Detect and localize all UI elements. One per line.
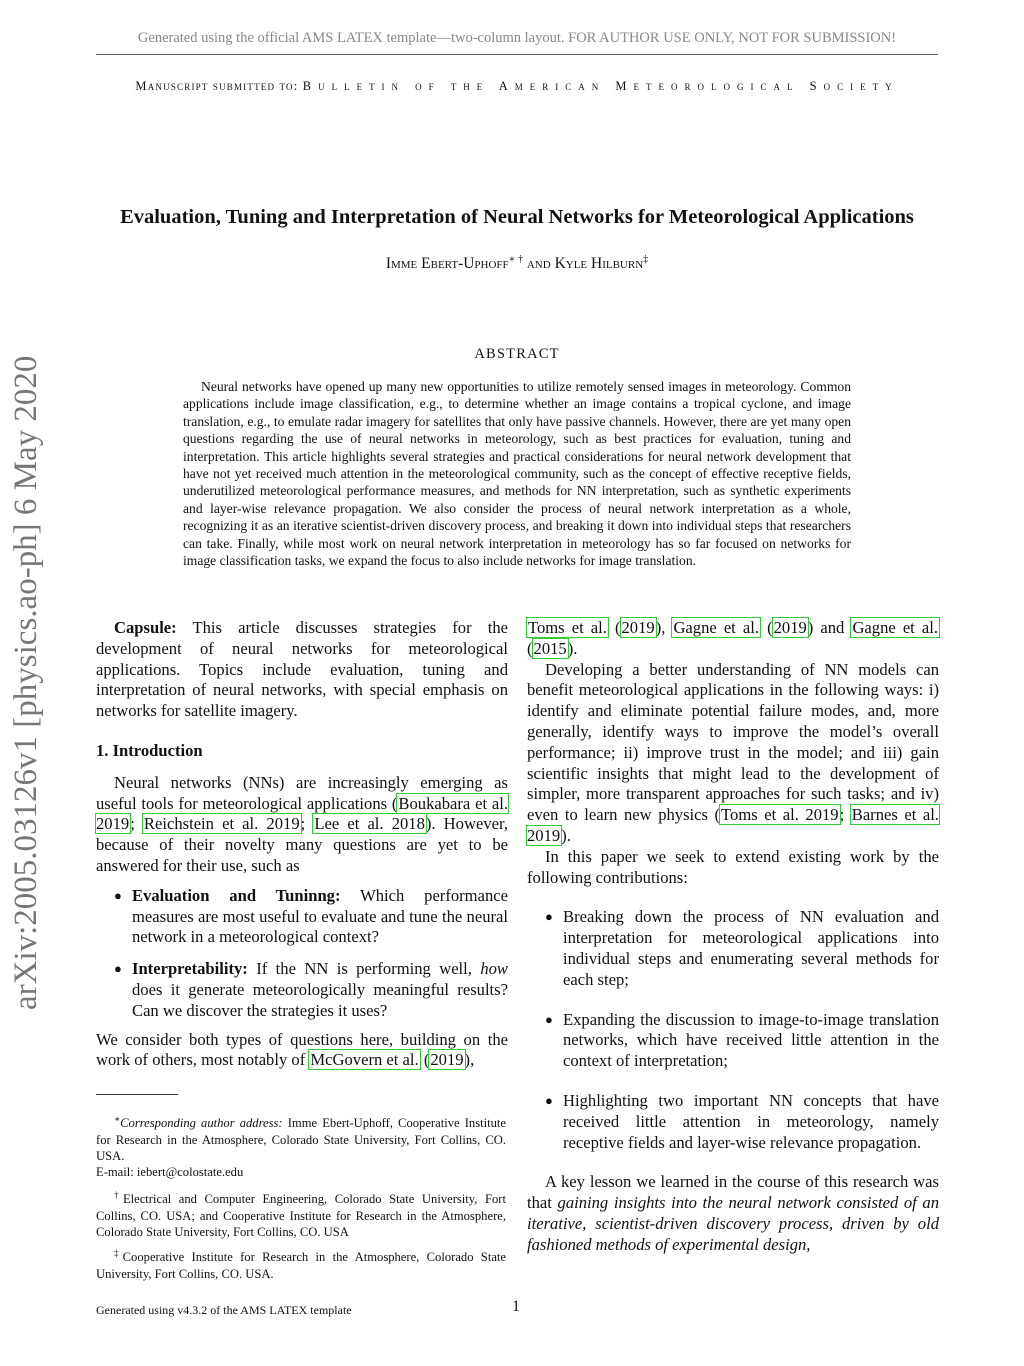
body-text: Developing a better understanding of NN models can benefit meteorological applications in the following ways: i) identify and eliminate potential failure modes, and, more generally, identify ways to improve the model’s overall performance; ii) improve trust in the model; and iii) gain scientific insights that might lead to the development of simpler, more transparent approaches for such tasks; and iv) even to learn new physics ( — [527, 659, 939, 825]
benefits-paragraph — [527, 660, 939, 847]
bullet-icon: ● — [545, 909, 553, 925]
contributions-intro: In this paper we seek to extend existing work by the following contributions: — [527, 846, 939, 887]
template-notice: Generated using the official AMS LATEX template—two-column layout. FOR AUTHOR USE ONLY, NOT FOR SUBMISSION! — [137, 30, 897, 46]
author-1-marks: ∗ † — [508, 254, 523, 265]
capsule-label: Capsule: — [114, 618, 177, 637]
bullet-item — [96, 959, 508, 1021]
footnote-rule — [96, 1094, 178, 1095]
continued-paragraph — [527, 618, 939, 660]
bullet-emphasis: how — [480, 959, 508, 979]
bullet-text: does it generate meteorologically meaningful results? Can we discover the strategies it uses? — [132, 979, 508, 1020]
abstract-heading: ABSTRACT — [474, 346, 560, 362]
author-2-marks: ‡ — [643, 254, 649, 265]
citation-separator: ; — [839, 805, 851, 825]
intro-text: Neural networks (NNs) are increasingly emerging as useful tools for meteorological applications ( — [96, 772, 508, 813]
footnote-text: Imme Ebert-Uphoff, Cooperative Institute for Research in the Atmosphere, Colorado State University, Fort Collins, CO. USA. — [96, 1116, 506, 1164]
footnote-label: Corresponding author address: — [120, 1116, 283, 1131]
bullet-item — [527, 907, 939, 990]
bullet-text: If the NN is performing well, — [247, 959, 481, 979]
page-number: 1 — [512, 1298, 520, 1315]
bullet-text: Which performance measures are most useful to evaluate and tune the neural network in a meteorological context? — [132, 885, 508, 947]
body-text: ), — [464, 1050, 475, 1070]
body-text: ) and — [807, 618, 852, 637]
citation-link[interactable]: Reichstein et al. 2019 — [143, 814, 300, 834]
citation-separator: ; — [300, 814, 314, 834]
header-rule — [96, 54, 938, 55]
paper-title: Evaluation, Tuning and Interpretation of Neural Networks for Meteorological Applications — [120, 206, 914, 228]
body-text: ( — [527, 638, 533, 658]
citation-link[interactable]: 2019 — [773, 618, 807, 637]
body-text: ( — [419, 1050, 430, 1070]
body-text: ( — [607, 618, 621, 637]
citation-link[interactable]: 2019 — [621, 618, 655, 637]
citation-link[interactable]: Barnes et al. 2019 — [527, 805, 940, 845]
bullet-label: Evaluation and Tuninng: — [132, 885, 341, 905]
left-column — [96, 618, 508, 1071]
bullet-item — [527, 1010, 939, 1072]
bullet-icon: ● — [114, 961, 122, 977]
footnote-email[interactable]: E-mail: iebert@colostate.edu — [96, 1165, 244, 1179]
arxiv-stamp: arXiv:2005.03126v1 [physics.ao-ph] 6 May 2020 — [8, 355, 44, 1010]
key-lesson-paragraph — [527, 1172, 939, 1255]
capsule-paragraph — [96, 618, 508, 722]
footer-template-note: Generated using v4.3.2 of the AMS LATEX template — [96, 1303, 352, 1317]
consider-paragraph — [96, 1030, 508, 1072]
intro-text: ). However, because of their novelty many questions are yet to be answered for their use, such as — [96, 814, 508, 875]
capsule-text: This article discusses strategies for the development of neural networks for meteorological applications. Topics include evaluation, tuning and interpretation of neural networks, with special emphasis on networks for satellite imagery. — [96, 618, 508, 721]
author-line — [0, 254, 1024, 273]
bullet-item — [96, 886, 508, 948]
author-2: Kyle Hilburn — [554, 255, 644, 273]
author-1: Imme Ebert-Uphoff — [385, 255, 509, 273]
bullet-item — [527, 1091, 939, 1153]
footnote-mark: † — [114, 1190, 123, 1200]
body-text: ). — [567, 638, 578, 658]
footnote-text: Electrical and Computer Engineering, Colorado State University, Fort Collins, CO. USA; and Cooperative Institute for Research in the Atmosphere, Colorado State University, Fort Collins, CO. USA — [96, 1192, 507, 1240]
author-conjunction: and — [526, 255, 551, 273]
body-text: We consider both types of questions here, building on the work of others, most notably of — [96, 1029, 508, 1070]
footnote-mark: ‡ — [114, 1248, 123, 1258]
journal-name: Bulletin of the American Meteorological Society — [302, 79, 899, 93]
bullet-label: Interpretability: — [132, 959, 248, 979]
emphasis-text: gaining insights into the neural network consisted of an iterative, scientist-driven discovery process, driven by old fashioned methods of experimental design, — [527, 1193, 939, 1254]
footnote-text: Cooperative Institute for Research in the Atmosphere, Colorado State University, Fort Collins, CO. USA. — [96, 1250, 506, 1281]
footnote-2 — [96, 1187, 506, 1241]
citation-link[interactable]: 2015 — [533, 638, 567, 658]
citation-link[interactable]: Lee et al. 2018 — [314, 814, 425, 834]
citation-link[interactable]: Gagne et al. — [673, 618, 759, 637]
body-text: ( — [760, 618, 773, 637]
citation-link[interactable]: Toms et al. 2019 — [721, 805, 839, 825]
citation-link[interactable]: Gagne et al. — [852, 618, 938, 637]
citation-separator: ; — [130, 814, 143, 834]
right-column — [527, 618, 939, 1256]
citation-link[interactable]: McGovern et al. — [310, 1050, 419, 1070]
bullet-text: Expanding the discussion to image-to-image translation networks, which have received little attention in the context of interpretation; — [563, 1009, 939, 1071]
citation-link[interactable]: Toms et al. — [528, 618, 607, 637]
bullet-icon: ● — [545, 1011, 553, 1027]
intro-paragraph — [96, 773, 508, 877]
bullet-icon: ● — [545, 1092, 553, 1108]
body-text: ), — [655, 618, 673, 637]
citation-link[interactable]: 2019 — [430, 1050, 464, 1070]
manuscript-prefix: Manuscript submitted to: — [135, 79, 299, 93]
abstract-text: Neural networks have opened up many new opportunities to utilize remotely sensed images in meteorology. Common applications include image classification, e.g., to determine whether an image contains a tropical cyclone, and image translation, e.g., to emulate radar imagery for satellites that only have passive channels. However, there are yet many open questions regarding the use of neural networks in meteorology, such as best practices for evaluation, tuning and interpretation. This article highlights several strategies and practical considerations for neural network development that have not yet received much attention in the meteorological community, such as the concept of effective receptive fields, underutilized meteorological performance measures, and methods for NN interpretation, such as synthetic experiments and layer-wise relevance propagation. We also consider the process of neural network interpretation as a whole, recognizing it as an iterative scientist-driven discovery process, and breaking it down into individual steps that researchers can take. Finally, while most work on neural network interpretation in meteorology has so far focused on networks for image classification tasks, we expand the focus to also include networks for image translation. — [183, 379, 851, 569]
body-text: ). — [561, 825, 571, 845]
bullet-icon: ● — [114, 887, 122, 903]
manuscript-line — [0, 79, 1024, 94]
citation-link[interactable]: Boukabara et al. 2019 — [96, 793, 508, 834]
bullet-text: Highlighting two important NN concepts that have received little attention in meteorology, namely receptive fields and layer-wise relevance propagation. — [563, 1090, 939, 1152]
footnote-mark: ∗ — [114, 1114, 121, 1124]
bullet-text: Breaking down the process of NN evaluation and interpretation for meteorological applications into individual steps and enumerating several methods for each step; — [563, 907, 939, 989]
footnote-1 — [96, 1111, 506, 1165]
body-text: A key lesson we learned in the course of this research was that — [527, 1172, 939, 1213]
footnote-3 — [96, 1245, 506, 1282]
section-heading: 1. Introduction — [96, 740, 203, 760]
